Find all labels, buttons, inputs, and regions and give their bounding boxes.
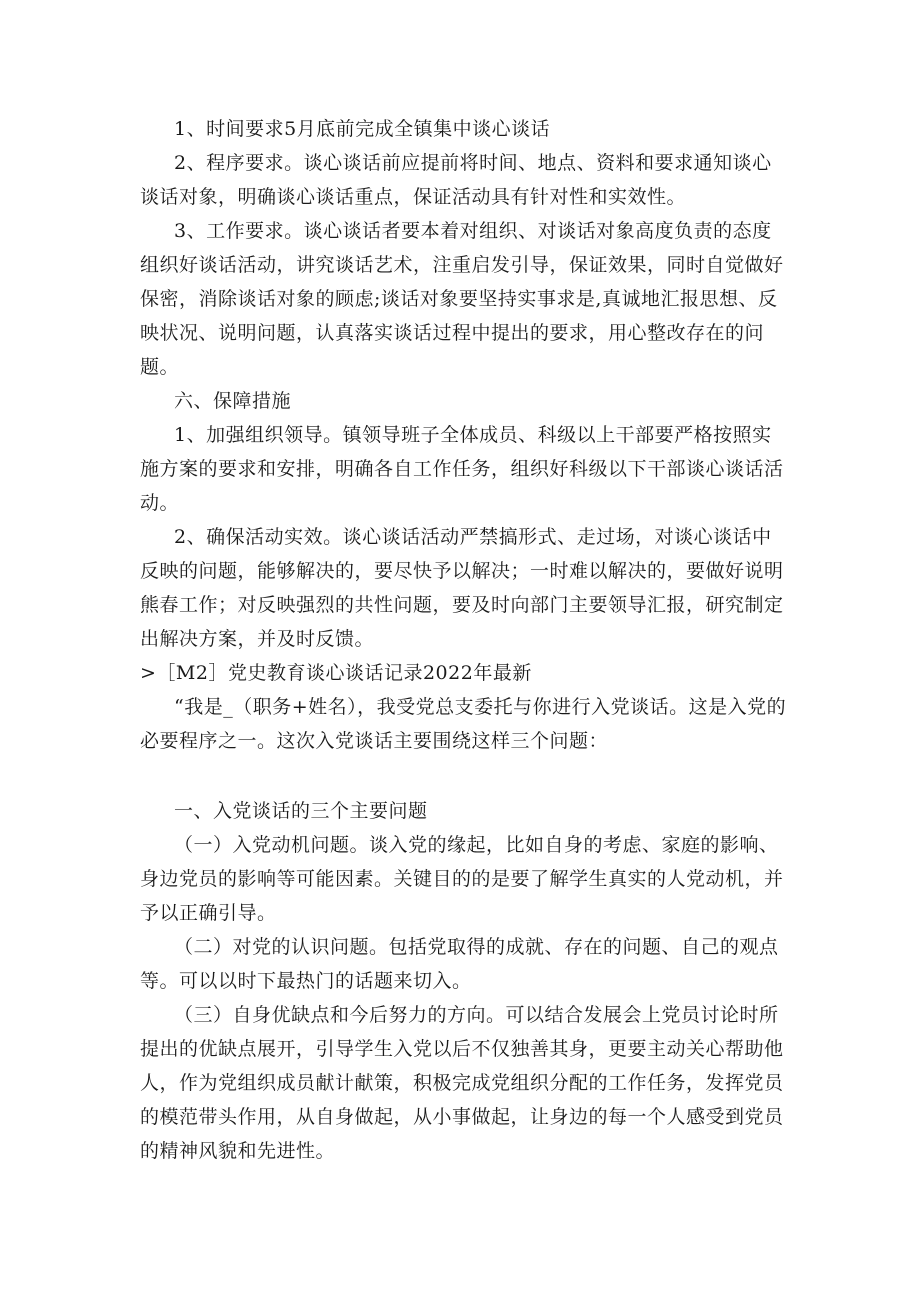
blank-line [140,758,790,794]
paragraph-item-motivation: （一）入党动机问题。谈入党的缘起，比如自身的考虑、家庭的影响、身边党员的影响等可能因素。关键目的的是要了解学生真实的人党动机，并予以正确引导。 [140,834,784,924]
paragraph-procedure-requirement: 2、程序要求。谈心谈话前应提前将时间、地点、资料和要求通知谈心谈话对象，明确谈心谈话重点，保证活动具有针对性和实效性。 [140,152,772,208]
paragraph-activity-effectiveness: 2、确保活动实效。谈心谈话活动严禁搞形式、走过场，对谈心谈话中反映的问题，能够解决的，要尽快予以解决；一时难以解决的，要做好说明熊春工作；对反映强烈的共性问题，要及时向部门主要领导汇报，研究制定出解决方案，并及时反馈。 [140,526,784,650]
paragraph-organization-leadership: 1、加强组织领导。镇领导班子全体成员、科级以上干部要严格按照实施方案的要求和安排，明确各自工作任务，组织好科级以下干部谈心谈话活动。 [140,424,784,514]
heading-safeguard-measures: 六、保障措施 [174,390,292,412]
subheading-three-questions: 一、入党谈话的三个主要问题 [174,800,428,822]
document-body [140,112,790,1168]
section-marker: >［M2］党史教育谈心谈话记录2022年最新 [140,662,532,684]
paragraph-item-understanding: （二）对党的认识问题。包括党取得的成就、存在的问题、自己的观点等。可以以时下最热门的话题来切入。 [140,936,779,992]
paragraph-time-requirement: 1、时间要求5月底前完成全镇集中谈心谈话 [174,118,551,140]
paragraph-work-requirement: 3、工作要求。谈心谈话者要本着对组织、对谈话对象高度负责的态度组织好谈话活动，讲究谈话艺术，注重启发引导，保证效果，同时自觉做好保密，消除谈话对象的顾虑;谈话对象要坚持实事求是,真诚地汇报思想、反映状况、说明问题，认真落实谈话过程中提出的要求，用心整改存在的问题。 [140,220,784,378]
paragraph-item-strengths: （三）自身优缺点和今后努力的方向。可以结合发展会上党员讨论时所提出的优缺点展开，引导学生入党以后不仅独善其身，更要主动关心帮助他人，作为党组织成员献计献策，积极完成党组织分配的工作任务，发挥党员的模范带头作用，从自身做起，从小事做起，让身边的每一个人感受到党员的精神风貌和先进性。 [140,1004,784,1162]
paragraph-intro-quote: “我是_（职务+姓名），我受党总支委托与你进行入党谈话。这是入党的必要程序之一。这次入党谈话主要围绕这样三个问题： [140,696,787,752]
